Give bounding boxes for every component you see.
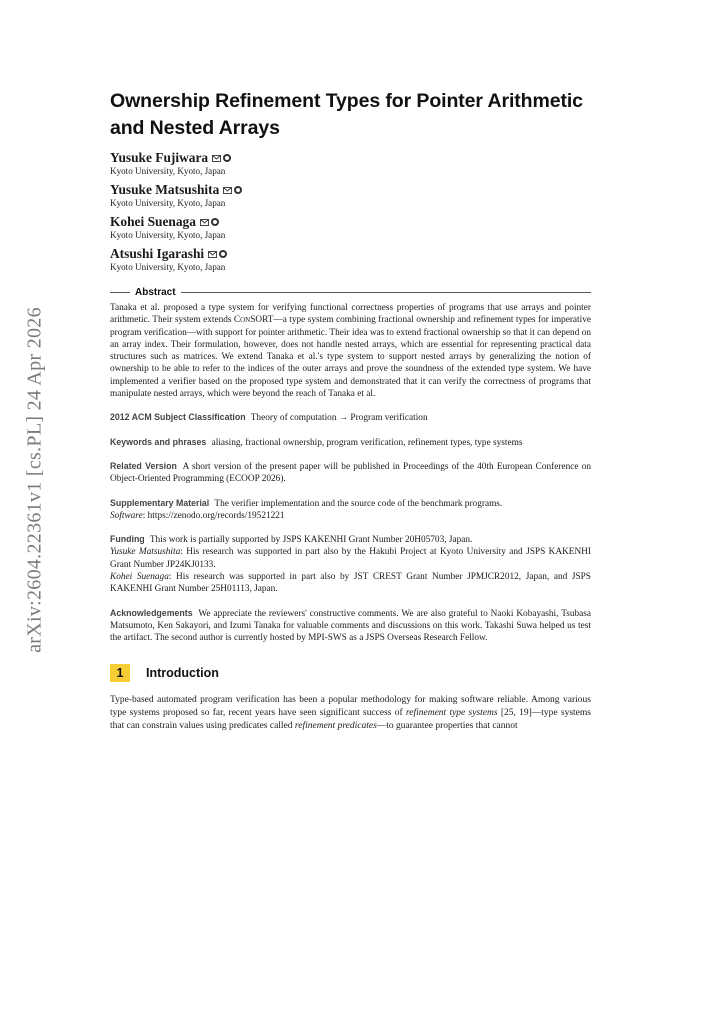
related-version [110,460,591,486]
divider [181,292,591,293]
orcid-icon[interactable] [234,186,242,194]
software-link[interactable]: : https://zenodo.org/records/19521221 [142,510,285,521]
abstract-text: Tanaka et al. proposed a type system for verifying functional correctness properties of programs that use arrays and pointer arithmetic. Their system extends ConSORT—a type system combining fractional ownership and refinement types for imperative program verification—with support for pointer arithmetic. Their idea was to extend fractional ownership so that it can depend on an array index. Their formulation, however, does not handle nested arrays, which are essential for representing practical data structures such as matrices. We extend Tanaka et al.'s type system to support nested arrays by generalizing the notion of ownership to be able to refer to the indices of the outer arrays and prove the soundness of the extended type system. We have implemented a verifier based on the proposed type system and demonstrated that it can verify the correctness of programs that manipulate nested arrays, which were beyond the reach of Tanaka et al. [110,303,591,400]
mail-icon[interactable] [223,187,232,194]
author-affiliation: Kyoto University, Kyoto, Japan [110,166,226,176]
mail-icon[interactable] [212,155,221,162]
author-affiliation: Kyoto University, Kyoto, Japan [110,230,226,240]
keywords-label: Keywords and phrases [110,436,207,447]
author-affiliation: Kyoto University, Kyoto, Japan [110,262,226,272]
paragraph: Type-based automated program verification has been a popular methodology for making software reliable. Among various type systems proposed so far, recent years have seen significant success of refinement type systems [25, 19]—type systems that can constrain values using predicates called refinement predicates—to guarantee properties that cannot [110,694,591,731]
consort-name: ConSORT [233,315,274,326]
acm-text: Theory of computation → Program verification [250,413,428,424]
author-block [110,246,591,273]
paper-page [110,88,591,733]
acm-label: 2012 ACM Subject Classification [110,412,246,423]
acknowledgements-label: Acknowledgements [110,607,193,618]
acknowledgements-text: We appreciate the reviewers' constructive comments. We are also grateful to Naoki Kobayashi, Tsubasa Matsumoto, Ken Sakayori, and Izumi Tanaka for valuable comments and discussions on this work. Takashi Suwa helped us test the artifact. The second author is currently hosted by MPI-SWS as a JSPS Overseas Research Fellow. [110,608,592,644]
funding-person: Yusuke Matsushita [110,547,181,558]
section-number: 1 [110,664,130,682]
supplementary-material [110,497,591,523]
author-name: Yusuke Fujiwara [110,150,209,165]
funding [110,533,591,595]
arxiv-identifier-text: arXiv:2604.22361v1 [cs.PL] 24 Apr 2026 [23,307,46,653]
author-list [110,150,591,273]
related-label: Related Version [110,460,177,471]
introduction-body [110,694,591,733]
abstract-heading: Abstract [135,286,176,298]
supplementary-text: The verifier implementation and the source code of the benchmark programs. [214,498,503,509]
section-heading [110,664,591,682]
keywords-text: aliasing, fractional ownership, program verification, refinement types, type systems [211,437,523,448]
author-block [110,182,591,209]
acknowledgements [110,607,591,645]
arxiv-identifier [18,0,52,1019]
author-block [110,214,591,241]
mail-icon[interactable] [200,219,209,226]
author-name: Kohei Suenaga [110,214,196,229]
funding-text: This work is partially supported by JSPS KAKENHI Grant Number 20H05703, Japan. [149,535,473,546]
orcid-icon[interactable] [223,154,231,162]
software-label: Software [110,510,143,521]
funding-person-text: : His research was supported in part also by the Hakubi Project at Kyoto University and JSPS KAKENHI Grant Number JP24KJ0133. [110,547,591,570]
keywords [110,436,591,449]
author-affiliation: Kyoto University, Kyoto, Japan [110,198,226,208]
funding-person-text: : His research was supported in part also by JST CREST Grant Number JPMJCR2012, Japan, and JSPS KAKENHI Grant Number 25H01113, Japan. [110,572,591,595]
supplementary-label: Supplementary Material [110,497,210,508]
funding-person: Kohei Suenaga [110,572,169,583]
paper-title: Ownership Refinement Types for Pointer Arithmetic and Nested Arrays [110,90,583,139]
acm-classification [110,411,591,424]
author-block [110,150,591,177]
author-name: Yusuke Matsushita [110,182,220,197]
orcid-icon[interactable] [211,218,219,226]
funding-label: Funding [110,534,145,545]
section-title: Introduction [146,665,219,680]
orcid-icon[interactable] [219,250,227,258]
mail-icon[interactable] [208,251,217,258]
author-name: Atsushi Igarashi [110,246,205,261]
abstract-heading-rule [110,285,591,299]
divider [110,292,130,293]
related-text: A short version of the present paper will be published in Proceedings of the 40th European Conference on Object-Oriented Programming (ECOOP 2026). [110,461,591,485]
